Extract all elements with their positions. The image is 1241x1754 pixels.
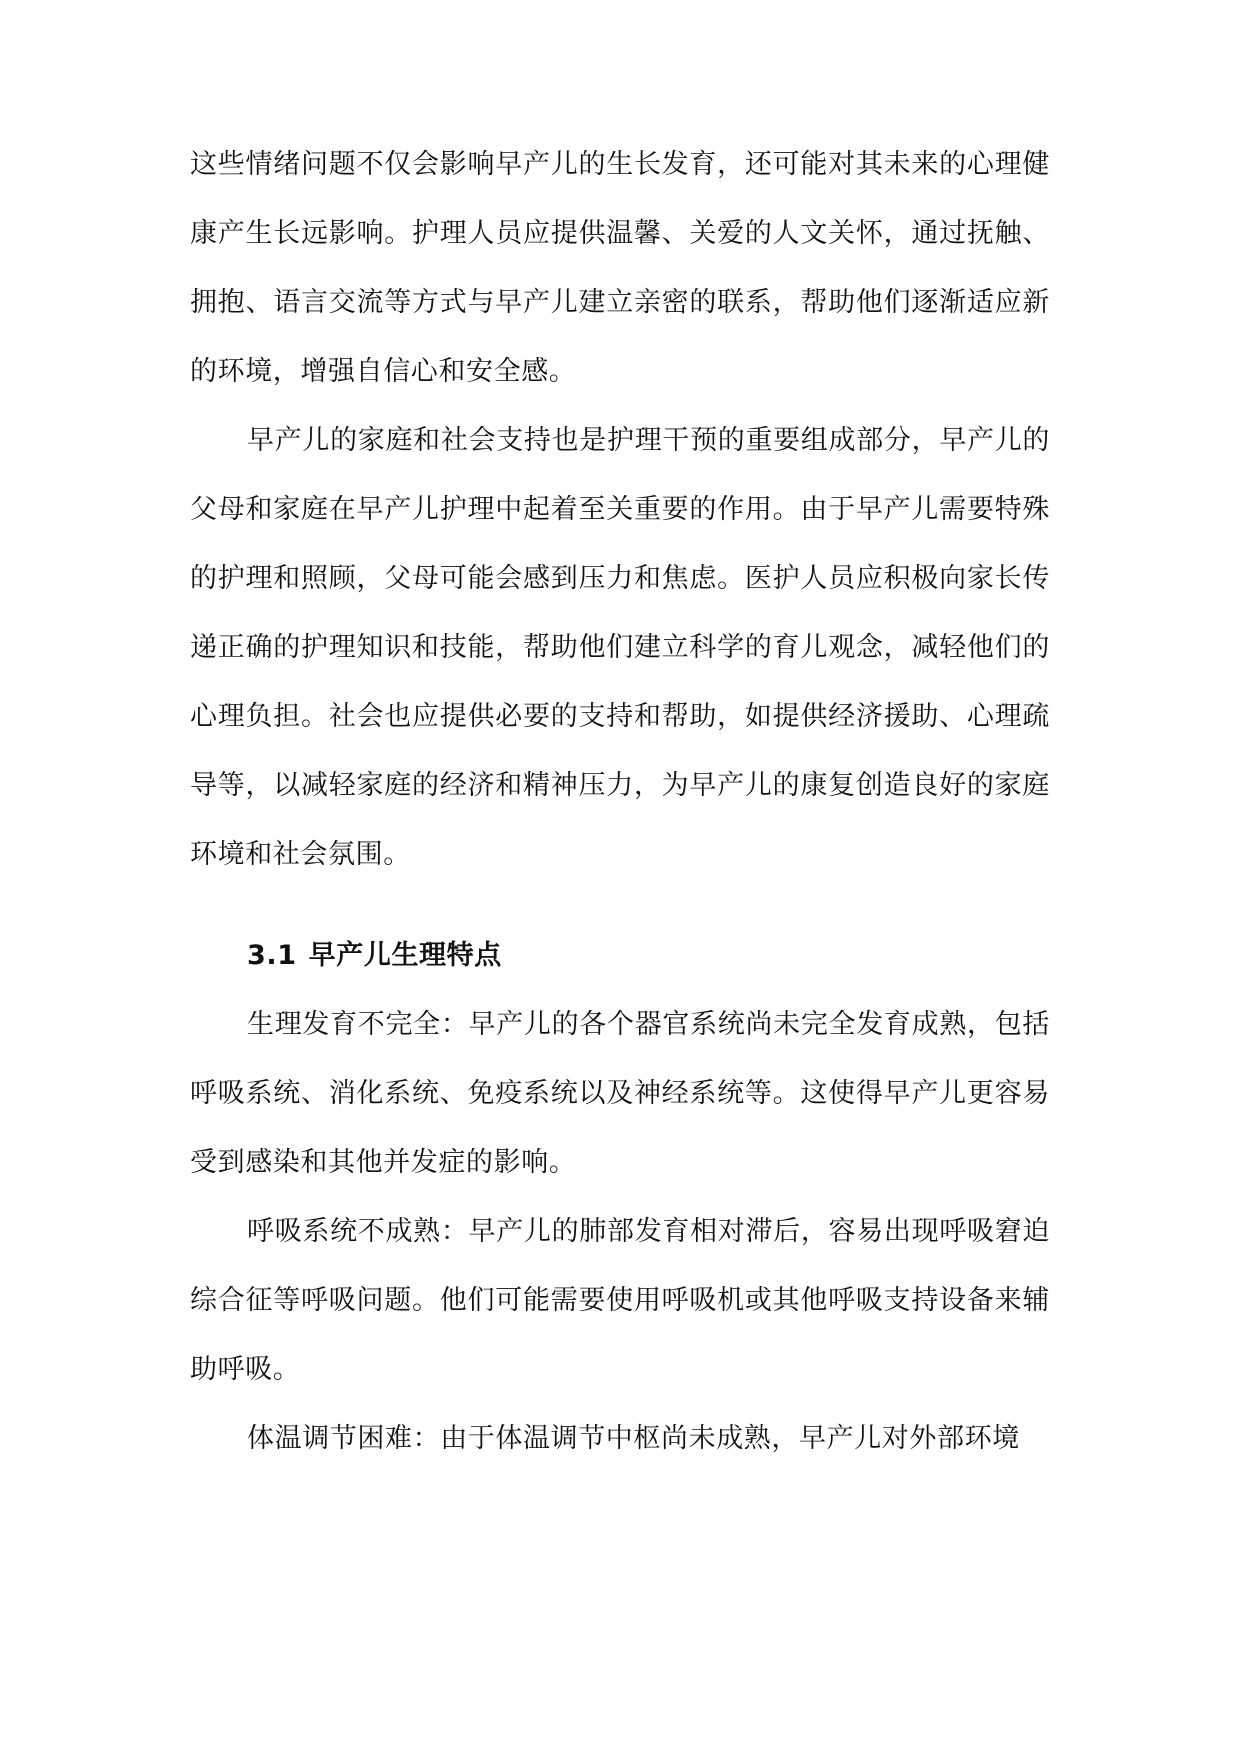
paragraph-family-social-support: 早产儿的家庭和社会支持也是护理干预的重要组成部分，早产儿的父母和家庭在早产儿护理中起着至关重要的作用。由于早产儿需要特殊的护理和照顾，父母可能会感到压力和焦虑。医护人员应积极向家长传递正确的护理知识和技能，帮助他们建立科学的育儿观念，减轻他们的心理负担。社会也应提供必要的支持和帮助，如提供经济援助、心理疏导等，以减轻家庭的经济和精神压力，为早产儿的康复创造良好的家庭环境和社会氛围。 — [190, 425, 1050, 870]
paragraph-incomplete-development: 生理发育不完全：早产儿的各个器官系统尚未完全发育成熟，包括呼吸系统、消化系统、免疫系统以及神经系统等。这使得早产儿更容易受到感染和其他并发症的影响。 — [190, 1009, 1050, 1178]
section-spacer — [190, 889, 1050, 901]
section-number: 3.1 — [247, 940, 297, 971]
document-body — [190, 130, 1050, 1473]
paragraph-respiratory-immaturity: 呼吸系统不成熟：早产儿的肺部发育相对滞后，容易出现呼吸窘迫综合征等呼吸问题。他们可能需要使用呼吸机或其他呼吸支持设备来辅助呼吸。 — [190, 1216, 1050, 1385]
section-title: 早产儿生理特点 — [308, 940, 502, 971]
paragraph-temperature-regulation: 体温调节困难：由于体温调节中枢尚未成熟，早产儿对外部环境 — [247, 1423, 1020, 1454]
paragraph-emotional-care: 这些情绪问题不仅会影响早产儿的生长发育，还可能对其未来的心理健康产生长远影响。护理人员应提供温馨、关爱的人文关怀，通过抚触、拥抱、语言交流等方式与早产儿建立亲密的联系，帮助他们逐渐适应新的环境，增强自信心和安全感。 — [190, 149, 1050, 387]
section-heading — [190, 921, 1050, 990]
